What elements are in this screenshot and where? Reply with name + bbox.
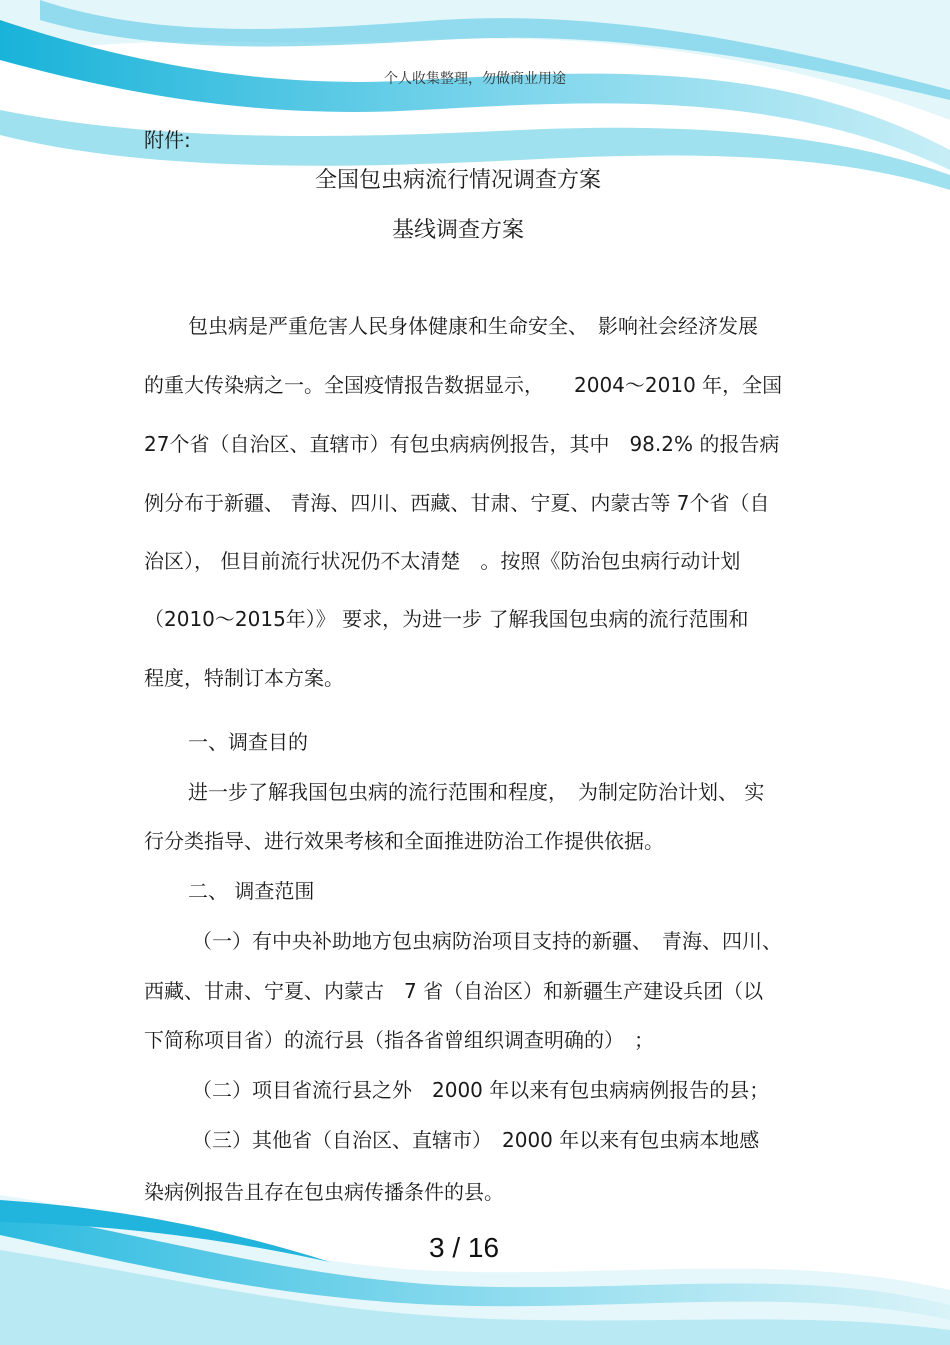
document-subtitle: 基线调查方案 (391, 218, 524, 243)
section-2-item-1-line-1: （一）有中央补助地方包虫病防治项目支持的新疆、 青海、四川、 (192, 929, 782, 953)
attachment-label: 附件: (144, 128, 191, 152)
section-1-line-2: 行分类指导、进行效果考核和全面推进防治工作提供依据。 (144, 829, 664, 853)
section-2-item-1-line-2: 西藏、甘肃、宁夏、内蒙古 7 省（自治区）和新疆生产建设兵团（以 (144, 979, 764, 1003)
intro-line-6: （2010～2015年）》 要求，为进一步 了解我国包虫病的流行范围和 (144, 607, 749, 631)
section-1-heading: 一、调查目的 (188, 730, 308, 754)
intro-line-4: 例分布于新疆、 青海、四川、西藏、甘肃、宁夏、内蒙古等 7个省（自 (144, 491, 770, 515)
section-2-item-2: （二）项目省流行县之外 2000 年以来有包虫病病例报告的县； (192, 1078, 770, 1102)
page-number: 3 / 16 (428, 1232, 500, 1263)
intro-line-1: 包虫病是严重危害人民身体健康和生命安全、 影响社会经济发展 (188, 314, 758, 338)
section-2-item-3-line-2: 染病例报告且存在包虫病传播条件的县。 (144, 1180, 504, 1204)
intro-line-7: 程度，特制订本方案。 (144, 666, 344, 690)
section-2-item-1-line-3: 下简称项目省）的流行县（指各省曾组织调查明确的） ； (144, 1028, 654, 1052)
section-2-item-3-line-1: （三）其他省（自治区、直辖市） 2000 年以来有包虫病本地感 (192, 1128, 760, 1152)
section-2-heading: 二、 调查范围 (188, 879, 315, 903)
intro-line-3: 27个省（自治区、直辖市）有包虫病病例报告，其中 98.2% 的报告病 (144, 432, 780, 456)
section-1-line-1: 进一步了解我国包虫病的流行范围和程度， 为制定防治计划、 实 (188, 780, 765, 804)
intro-line-2: 的重大传染病之一。全国疫情报告数据显示， 2004～2010 年，全国 (144, 373, 783, 397)
watermark-text: 个人收集整理，勿做商业用途 (384, 71, 566, 87)
document-title: 全国包虫病流行情况调查方案 (314, 168, 601, 193)
intro-line-5: 治区）， 但目前流行状况仍不太清楚 。按照《防治包虫病行动计划 (144, 549, 741, 573)
